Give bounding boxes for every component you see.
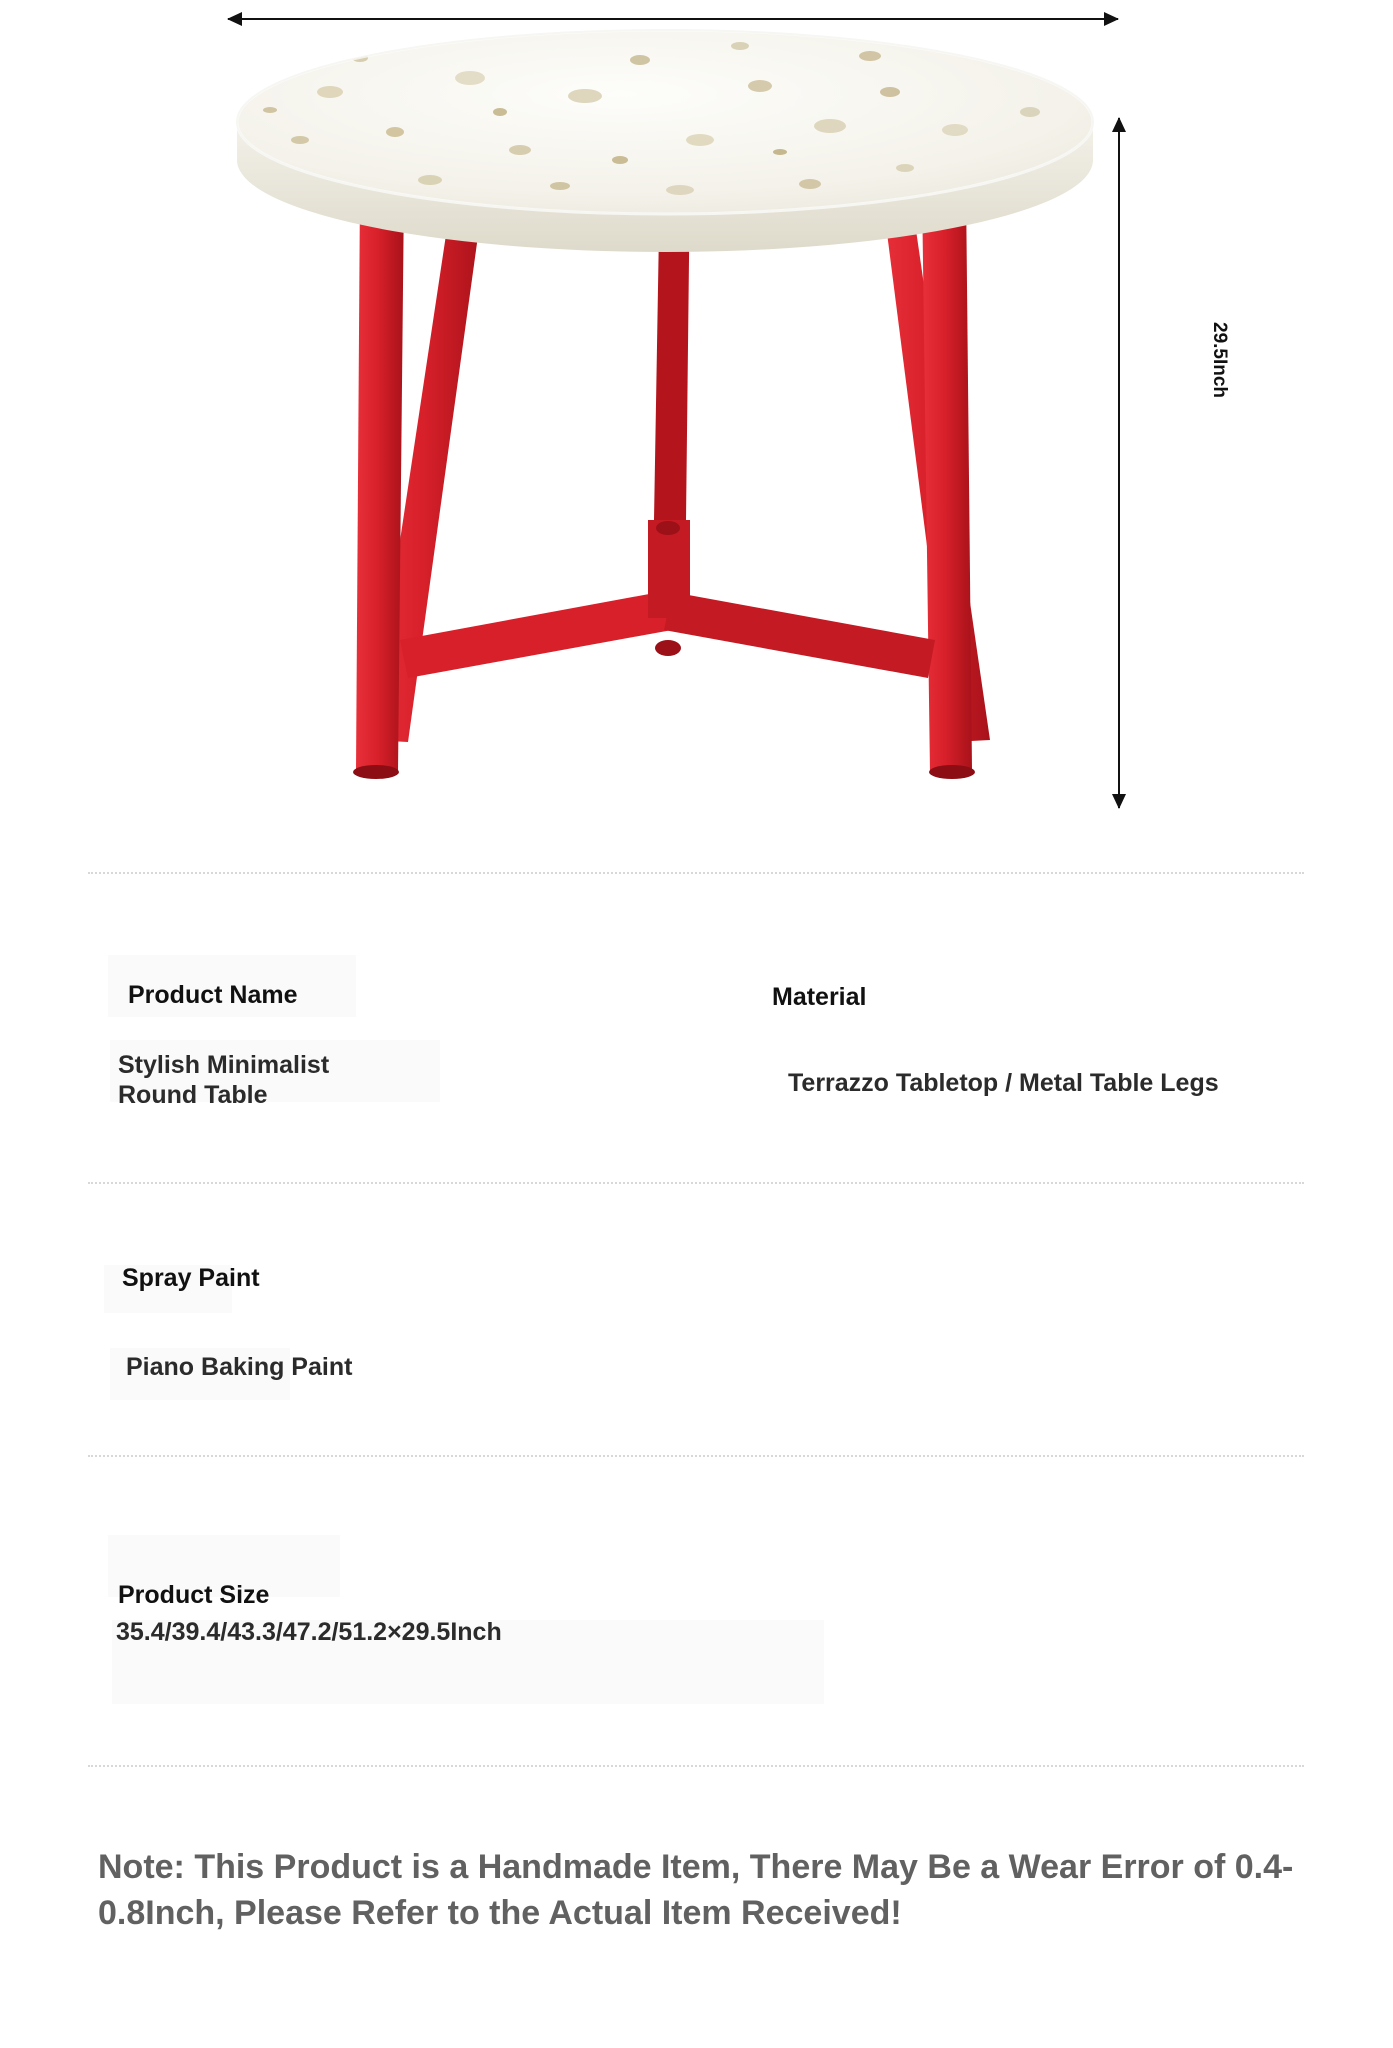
spec-divider (88, 1455, 1304, 1457)
dimension-line (228, 18, 1118, 20)
dimension-line (1118, 118, 1120, 808)
table-illustration (0, 0, 1393, 860)
spec-divider (88, 1765, 1304, 1767)
spec-value-material: Terrazzo Tabletop / Metal Table Legs (788, 1069, 1219, 1097)
product-name-line1: Stylish Minimalist (118, 1051, 330, 1079)
spec-value-spray-paint: Piano Baking Paint (126, 1353, 353, 1381)
spec-label-product-size: Product Size (118, 1581, 270, 1609)
arrow-head-bottom-icon (1112, 794, 1126, 809)
spec-label-material: Material (772, 983, 867, 1011)
spec-divider (88, 872, 1304, 874)
arrow-head-right-icon (1104, 12, 1119, 26)
spec-label-spray-paint: Spray Paint (122, 1264, 260, 1292)
spec-value-product-size: 35.4/39.4/43.3/47.2/51.2×29.5Inch (116, 1618, 502, 1646)
product-diagram (0, 0, 1393, 860)
width-dimension-arrow (228, 12, 1118, 26)
spec-label-product-name: Product Name (128, 981, 298, 1009)
spec-divider (88, 1182, 1304, 1184)
product-name-line2: Round Table (118, 1081, 268, 1109)
height-dimension-label: 29.5Inch (1209, 322, 1230, 399)
height-dimension-arrow (1112, 118, 1126, 808)
spec-value-product-name (118, 1050, 538, 1110)
handmade-note: Note: This Product is a Handmade Item, There May Be a Wear Error of 0.4-0.8Inch, Please Refer to the Actual Item Received! (98, 1848, 1294, 1932)
